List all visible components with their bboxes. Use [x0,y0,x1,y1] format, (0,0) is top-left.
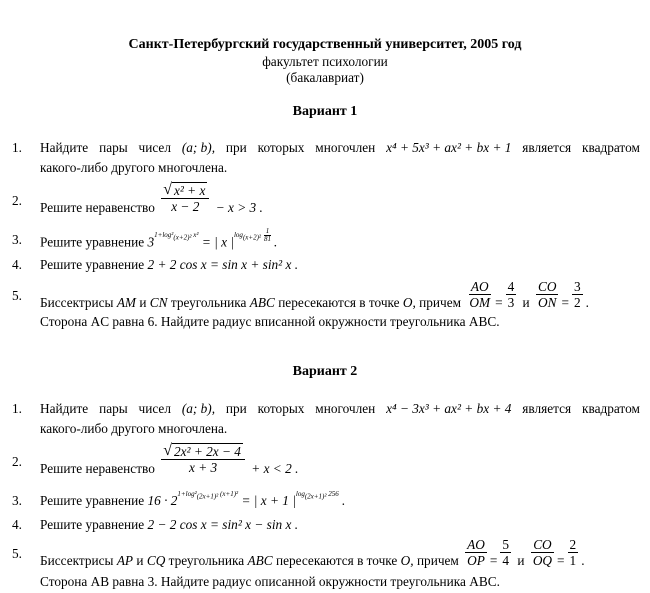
segment-label: CQ [146,552,166,568]
problem-text: пересекаются в точке [275,552,398,568]
math-base: 16 · 2 [147,493,178,508]
word: является [522,401,572,416]
word: при [225,140,247,155]
ratio-value: $\frac{5}{4}$ [502,537,510,568]
math-pair: (a; b), [181,401,216,416]
problem-text: причем [419,294,462,310]
math-rhs: = | x + 1 | [241,493,296,508]
math-exponent: 1+log² [154,231,174,240]
problem-number: 3. [12,232,22,247]
problem-text-line-1 [40,140,640,156]
ratio-fraction: $\frac{CO}{OQ}$ [532,537,553,568]
ratio-fraction: $\frac{AO}{OP}$ [467,537,485,568]
problem-text: пересекаются в точке [278,294,400,310]
problem-number: 4. [12,517,22,532]
word: многочлен [315,401,376,416]
problem-number: 5. [12,546,22,561]
math-denominator: 81 [264,235,272,243]
word: многочлен [315,140,376,155]
problem-number: 1. [12,401,22,416]
document-title: Санкт-Петербургский государственный университет, 2005 год [128,37,522,52]
math-log-argument: 256 [328,489,339,498]
level-line: (бакалавриат) [286,70,364,85]
v2-problem-1-line-2: какого-либо другого многочлена. [40,421,228,436]
math-expression: 2 − 2 cos x = sin² x − sin x . [147,517,299,532]
variant-2-title: Вариант 2 [292,364,358,379]
math-rest: + x < 2 . [251,461,299,477]
conjunction: и [517,552,525,568]
word: чисел [138,401,171,416]
math-exponent: 1+log² [177,489,197,498]
triangle-label: ABC [249,294,275,310]
problem-number: 2. [12,454,22,469]
problem-number: 2. [12,193,22,208]
math-numerator: x² + x [173,183,206,198]
math-fraction: √ x² + x x − 2 [161,182,209,214]
word: которых [257,401,305,416]
conjunction: и [522,294,530,310]
problem-number: 4. [12,257,22,272]
word: Найдите [40,401,89,416]
word: Найдите [40,140,89,155]
math-exponent-x: x² [193,231,199,240]
problem-text-line-1 [40,401,640,417]
math-exponent-x: (x+1)² [220,489,239,498]
math-denominator: x + 3 [188,460,218,475]
problem-text: Решите уравнение [40,493,145,508]
problem-text: треугольника [168,552,245,568]
math-end: . [342,493,346,508]
problem-text: Биссектрисы [40,294,114,310]
triangle-label: ABC [247,552,273,568]
math-rhs: = | x | [201,234,234,250]
problem-text: Решите неравенство [40,461,155,477]
math-subscript: (x+2)² [242,233,262,242]
math-numerator: 2x² + 2x − 4 [173,444,241,459]
problem-text: Решите уравнение [40,517,145,532]
word: является [522,140,572,155]
ratio-value: $\frac{2}{1}$ [569,537,577,568]
problem-text: Решите уравнение [40,234,145,250]
math-subscript: (2x+1)² [196,491,219,500]
word: пары [99,140,128,155]
math-base: 3 [147,234,155,250]
problem-number: 3. [12,493,22,508]
math-subscript: (x+2)² [173,233,192,242]
word: которых [257,140,305,155]
v1-problem-5-line-2: Сторона AC равна 6. Найдите радиус вписанной окружности треугольника ABC. [40,314,500,329]
math-denominator: x − 2 [171,199,200,214]
math-fraction: √ 2x² + 2x − 4 x + 3 [161,443,245,475]
point-label: O, [400,552,414,568]
math-expression: 2 + 2 cos x = sin x + sin² x . [147,257,299,272]
point-label: O, [402,294,416,310]
segment-label: AM [116,294,137,310]
faculty-line: факультет психологии [262,54,388,69]
math-polynomial: x⁴ + 5x³ + ax² + bx + 1 [386,140,512,155]
ratio-value: $\frac{4}{3}$ [507,279,515,310]
ratio-value: $\frac{3}{2}$ [573,279,581,310]
math-log: log [295,489,305,498]
math-polynomial: x⁴ − 3x³ + ax² + bx + 4 [386,401,512,416]
word: квадратом [582,401,640,416]
v1-problem-1-line-2: какого-либо другого многочлена. [40,160,228,175]
problem-text: и [136,552,144,568]
ratio-fraction: $\frac{CO}{ON}$ [538,279,557,310]
ratio-fraction: $\frac{AO}{OM}$ [469,279,491,310]
math-log: log [233,231,243,240]
problem-text: Биссектрисы [40,552,114,568]
problem-text: треугольника [170,294,247,310]
math-numerator: 1 [265,227,270,235]
segment-label: CN [149,294,168,310]
word: чисел [138,140,171,155]
variant-1-title: Вариант 1 [292,104,358,119]
problem-text: Решите неравенство [40,200,155,216]
word: квадратом [582,140,640,155]
v2-problem-5-line-2: Сторона AB равна 3. Найдите радиус описанной окружности треугольника ABC. [40,574,500,589]
math-rest: − x > 3 . [215,200,263,216]
segment-label: AP [116,552,134,568]
math-pair: (a; b), [181,140,216,155]
word: при [225,401,247,416]
math-subscript: (2x+1)² [304,491,327,500]
problem-text: Решите уравнение [40,257,145,272]
problem-number: 5. [12,288,22,303]
problem-text: причем [416,552,459,568]
problem-text: и [139,294,147,310]
word: пары [99,401,128,416]
problem-number: 1. [12,140,22,155]
